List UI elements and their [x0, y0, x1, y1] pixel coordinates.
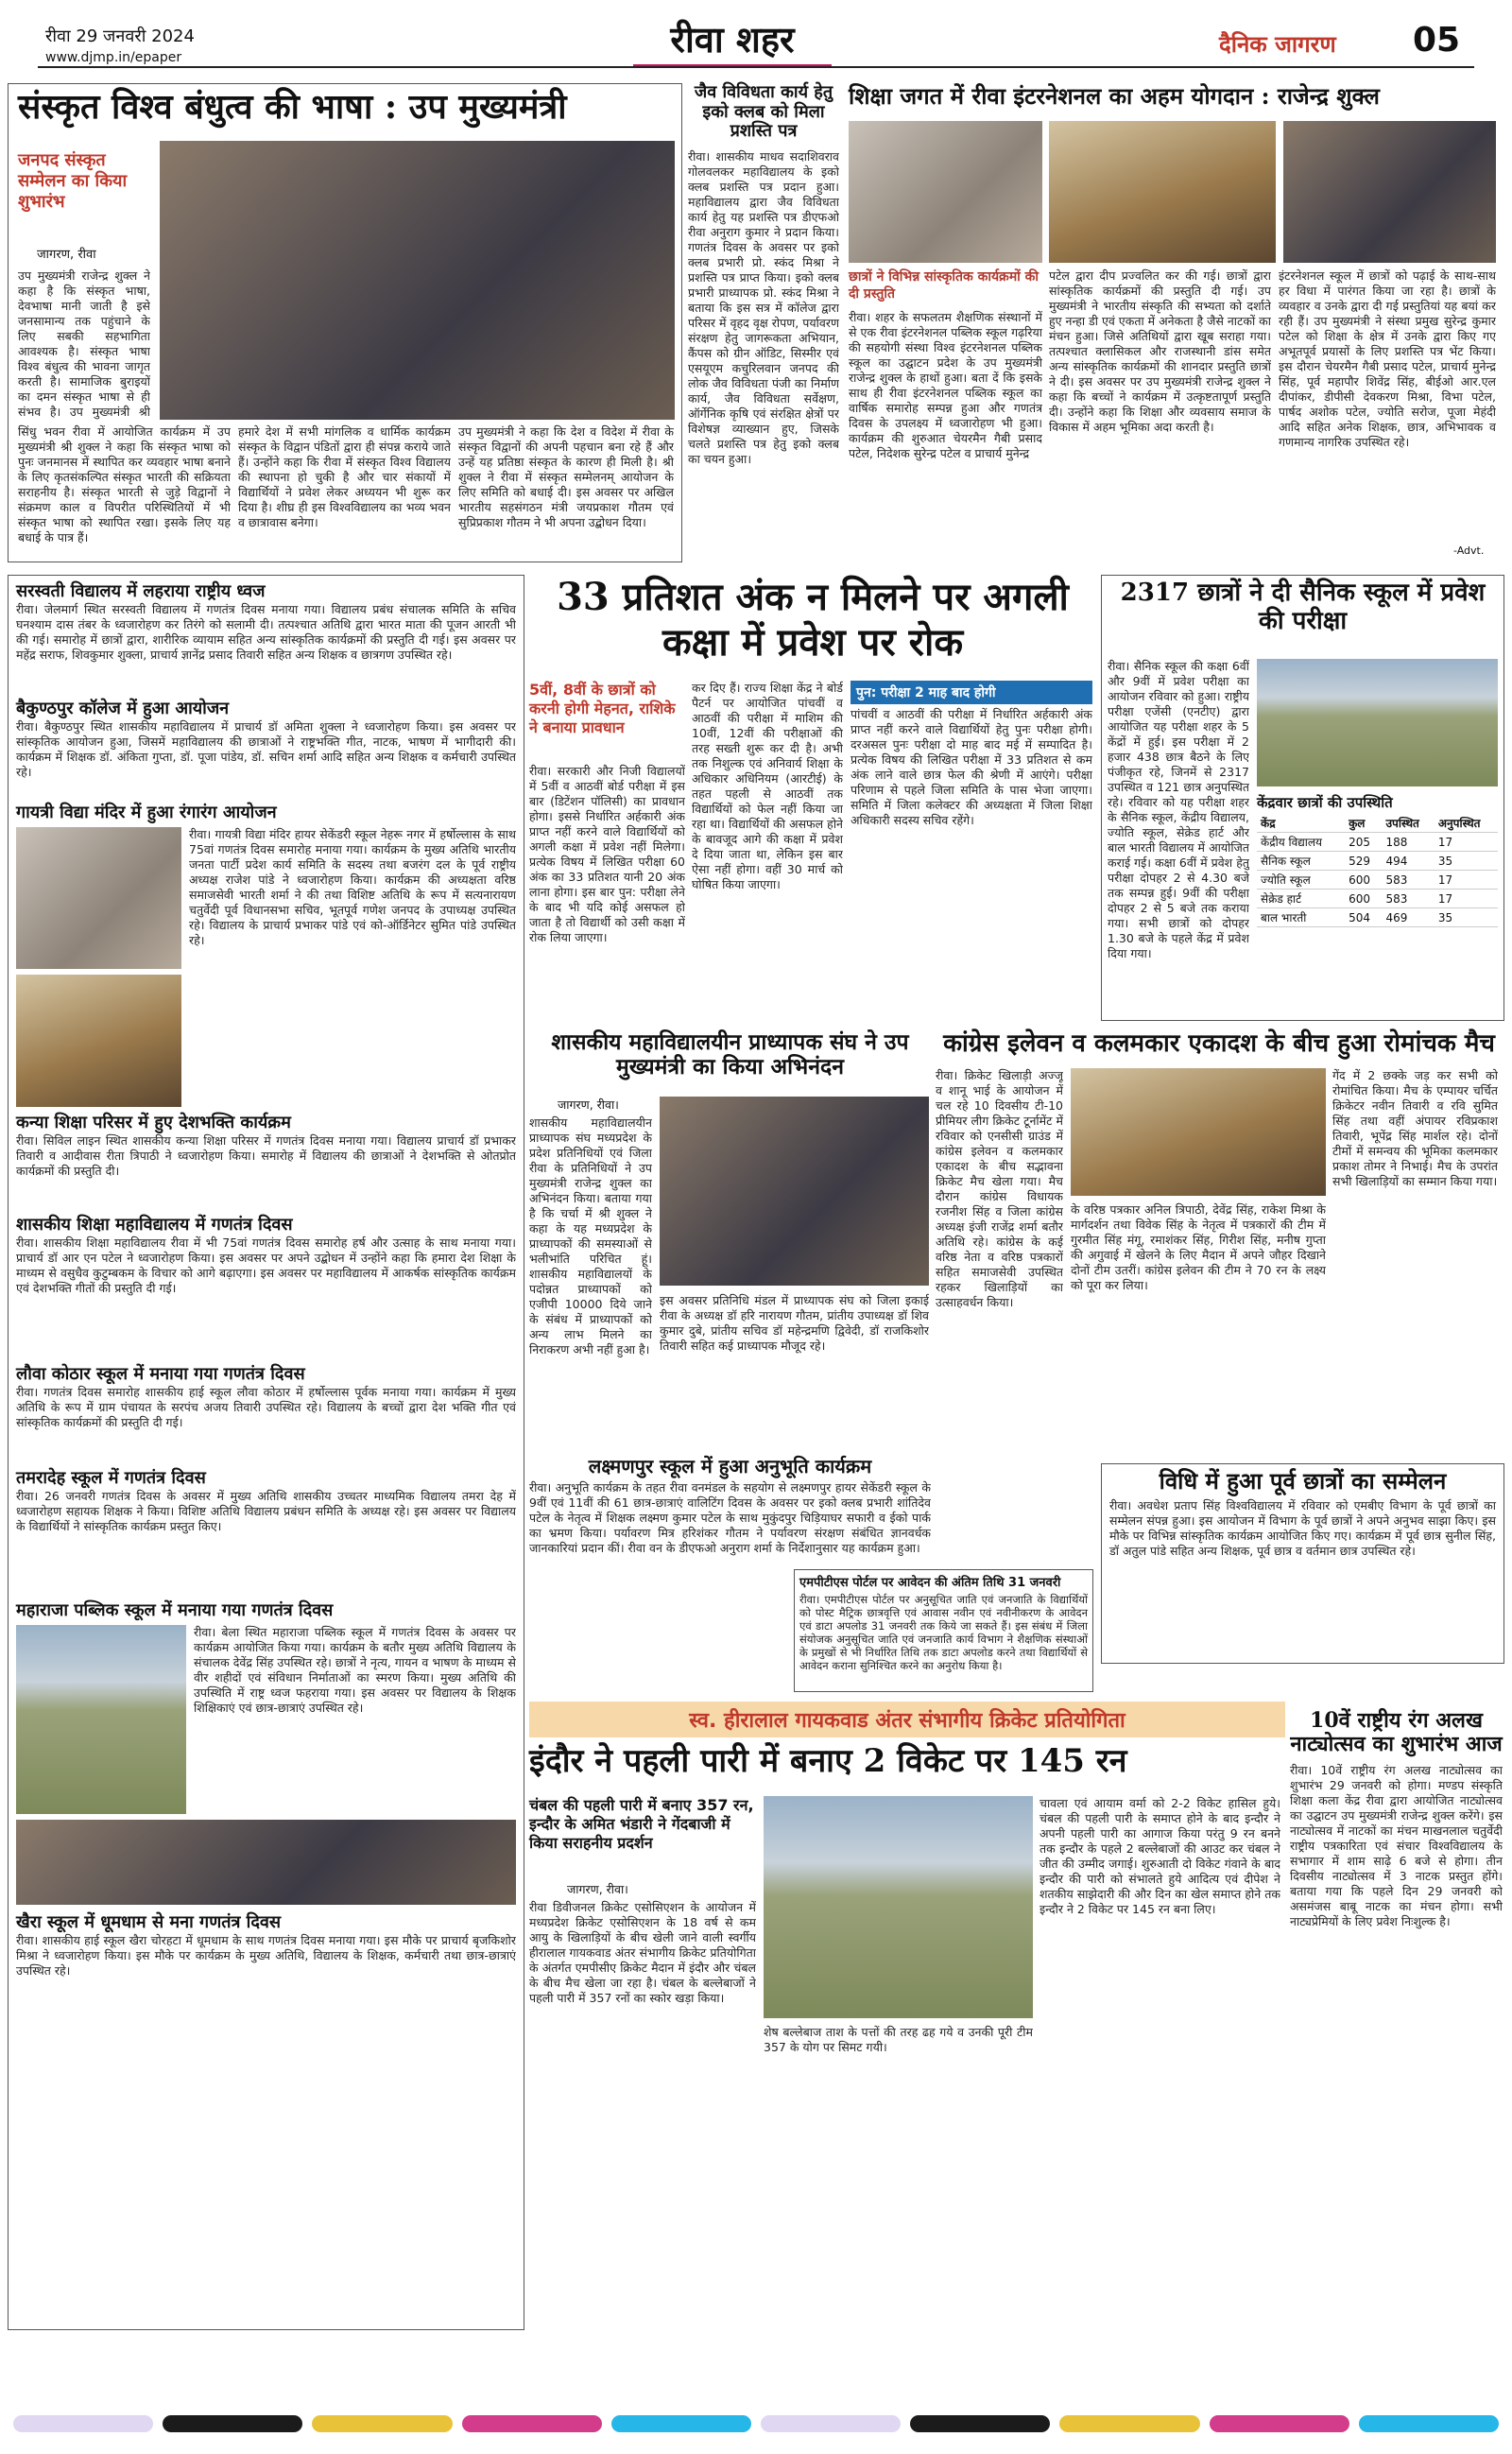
photo-caption: शेष बल्लेबाज ताश के पत्तों की तरह ढह गये व उनकी पूरी टीम 357 के योग पर सिमट गयी। [764, 2025, 1033, 2054]
headline: 33 प्रतिशत अंक न मिलने पर अगली कक्षा में प्रवेश पर रोक [557, 575, 1069, 665]
table [1257, 814, 1498, 927]
story-body: रीवा। शासकीय शिक्षा महाविद्यालय रीवा में भी 75वां गणतंत्र दिवस समारोह हर्ष और उत्साह के साथ मनाया गया। प्राचार्य डॉ आर एन पटेल ने ध्वजारोहण किया। इस अवसर पर अपने उद्बोधन में उन्होंने कहा कि हमारा देश शिक्षा के माध्यम से वसुधैव कुटुम्बकम के विचार को आगे बढ़ाएगा। इस अवसर पर महाविद्यालय में आकर्षक सांस्कृतिक कार्यक्रम एवं देशभक्ति गीतों की प्रस्तुति दी गई। [16, 1236, 516, 1295]
story-body: रीवा। बेला स्थित महाराजा पब्लिक स्कूल में गणतंत्र दिवस के अवसर पर कार्यक्रम आयोजित किया गया। कार्यक्रम के बतौर मुख्य अतिथि विद्यालय के संचालक देवेंद्र सिंह उपस्थित रहे। छात्रों ने नृत्य, गायन व भाषण के माध्यम से वीर शहीदों एवं संविधान निर्माताओं का स्मरण किया। मुख्य अतिथि की उपस्थिति में राष्ट्र ध्वज फहराया गया। इस अवसर पर विद्यालय के शिक्षक शिक्षिकाएं एवं छात्र-छात्राएं उपस्थित रहे। [194, 1625, 516, 1715]
byline: जागरण, रीवा [37, 248, 96, 262]
headline: सरस्वती विद्यालय में लहराया राष्ट्रीय ध्वज [16, 581, 266, 601]
attendance-table [1257, 793, 1498, 927]
table-cell: 583 [1382, 890, 1434, 908]
left-column [8, 575, 524, 2330]
table-cell: 17 [1435, 890, 1498, 908]
registration-strip [0, 2415, 1512, 2444]
color-swatch [163, 2415, 302, 2432]
story-body: पांचवीं व आठवीं की परीक्षा में निर्धारित अर्हकारी अंक प्राप्त नहीं करने वाले विद्यार्थियों हेतु पुनः परीक्षा होगी। दरअसल पुनः परीक्षा दो माह बाद मई में सम्पादित है। प्रत्येक विषय की लिखित परीक्षा में 33 प्रतिशत से कम अंक लाने वाले छात्र फेल की श्रेणी में आएंगे। परीक्षा परिणाम से पहले जिला समिति के पास भेजा जाएगा। समिति में जिला कलेक्टर की अध्यक्षता में जिला शिक्षा अधिकारी सदस्य सचिव रहेंगे। [850, 707, 1092, 827]
epaper-url[interactable]: www.djmp.in/epaper [45, 50, 182, 65]
story-body: रीवा। गणतंत्र दिवस समारोह शासकीय हाई स्कूल लौवा कोठार में हर्षोल्लास पूर्वक मनाया गया। कार्यक्रम में मुख्य अतिथि के रूप में ग्राम पंचायत के सरपंच अजय तिवारी उपस्थित रहे। विद्यालय के बच्चों द्वारा देश भक्ति गीत एवं सांस्कृतिक कार्यक्रमों की प्रस्तुति दी गई। [16, 1385, 516, 1429]
table-cell: 205 [1345, 833, 1382, 852]
rics-photo-1 [849, 121, 1042, 263]
table-header: उपस्थित [1382, 814, 1434, 833]
gayatri-photo-1 [16, 827, 181, 969]
tournament-banner: स्व. हीरालाल गायकवाड अंतर संभागीय क्रिकेट प्रतियोगिता [529, 1702, 1285, 1737]
conference-photo [160, 141, 675, 420]
table-cell: 35 [1435, 852, 1498, 871]
story-body: सिंधु भवन रीवा में आयोजित कार्यक्रम में उप मुख्यमंत्री श्री शुक्ल ने कहा कि संस्कृत भाषा को पुनः जनमानस में स्थापित कर व्यवहार भाषा बनाने के लिए कृतसंकल्पित संस्कृत भारती की सक्रियता सराहनीय है। संस्कृत भारती से जुड़े विद्वानों ने संक्रमण काल व विपरीत परिस्थितियों में भी संस्कृत भाषा को स्थापित रखा। इसके लिए यह बधाई के पात्र हैं। [18, 424, 231, 544]
story-body: उप मुख्यमंत्री राजेन्द्र शुक्ल ने कहा है कि संस्कृत भाषा, देवभाषा मानी जाती है इसे जनसामान्य तक पहुंचाने के लिए सबकी सहभागिता आवश्यक है। संस्कृत भाषा विश्व बंधुत्व की भावना जागृत करती है। सामाजिक बुराइयों का दमन संस्कृत भाषा से ही संभव है। उप मुख्यमंत्री श्री [18, 268, 150, 419]
table-header-row [1257, 814, 1498, 833]
color-swatch [611, 2415, 751, 2432]
story-body: रीवा। एमपीटीएस पोर्टल पर अनुसूचित जाति एवं जनजाति के विद्यार्थियों को पोस्ट मैट्रिक छात्रवृत्ति एवं आवास नवीन एवं नवीनीकरण के आवेदन एवं डाटा अपलोड 31 जनवरी तक किये जा सकते हैं। इस संबंध में जिला संयोजक अनुसूचित जाति एवं जनजाति कार्य विभाग ने शैक्षणिक संस्थाओं के प्रमुखों से भी निर्धारित तिथि तक डाटा अपलोड करने तथा विद्यार्थियों से आवेदन कराना सुनिश्चित करने का अनुरोध किया है। [799, 1593, 1088, 1672]
story-body: रीवा। क्रिकेट खिलाड़ी अज्जू व शानू भाई के आयोजन में चल रहे 10 दिवसीय टी-10 प्रीमियर लीग क्रिकेट टूर्नामेंट में रविवार को एनसीसी ग्राउंड में कांग्रेस इलेवन व कलमकार एकादश के बीच सद्भावना क्रिकेट मैच खेला गया। मैच दौरान कांग्रेस विधायक रजनीश सिंह व जिला कांग्रेस अध्यक्ष इंजी राजेंद्र शर्मा बतौर अतिथि रहे। कांग्रेस के कई वरिष्ठ नेता व वरिष्ठ पत्रकारों सहित समाजसेवी उपस्थित रहकर खिलाड़ियों का उत्साहवर्धन किया। [936, 1068, 1063, 1309]
headline: शासकीय महाविद्यालयीन प्राध्यापक संघ ने उप मुख्यमंत्री का किया अभिनंदन [551, 1029, 909, 1080]
table-cell: 188 [1382, 833, 1434, 852]
story-body: रीवा। सैनिक स्कूल की कक्षा 6वीं और 9वीं में प्रवेश परीक्षा का आयोजन रविवार को हुआ। राष्ट्रीय परीक्षा एजेंसी (एनटीए) द्वारा आयोजित यह परीक्षा शहर के 5 केंद्रों में हुई। इस परीक्षा में 2 हजार 438 छात्र बैठने के लिए पंजीकृत रहे, जिनमें से 2317 उपस्थित व 121 छात्र अनुपस्थित रहे। रविवार को यह परीक्षा शहर के सैनिक स्कूल, केंद्रीय विद्यालय, ज्योति स्कूल, सेक्रेड हार्ट और बाल भारती विद्यालय में आयोजित कराई गई। कक्षा 6वीं में प्रवेश हेतु परीक्षा दोपहर 2 से 4.30 बजे तक सम्पन्न हुई। 9वीं की परीक्षा दोपहर 2 से 5 बजे तक कराया गया। सभी छात्रों को दोपहर 1.30 बजे के पहले केंद्र में प्रवेश दिया गया। [1108, 659, 1249, 960]
story-body: रीवा। सरकारी और निजी विद्यालयों में 5वीं व आठवीं बोर्ड परीक्षा में इस बार (डिटेंशन पॉलिसी) का प्रावधान होगा। इससे निर्धारित अर्हकारी अंक प्राप्त नहीं करने वाले विद्यार्थियों को अगली कक्षा में प्रवेश नहीं मिलेगा। प्रत्येक विषय में लिखित परीक्षा 60 अंक का 33 प्रतिशत यानी 20 अंक लाना होगा। इस बार पुन: परीक्षा लेने के बाद भी यदि कोई असफल हो जाता है तो विद्यार्थी को उसी कक्षा में रोक लिया जाएगा। [529, 764, 685, 944]
story-body: गेंद में 2 छक्के जड़ कर सभी को रोमांचित किया। मैच के एम्पायर चर्चित क्रिकेटर नवीन तिवारी व रवि सुमित सिंह तथा वहीं अंपायर रविप्रकाश तिवारी, भूपेंद्र सिंह मार्शल रहे। दोनों टीमों में समन्वय की भूमिका कलमकार प्रकाश तोमर ने निभाई। मैच के उपरांत सभी खिलाड़ियों का सम्मान किया गया। [1332, 1068, 1498, 1188]
edition-date: रीवा 29 जनवरी 2024 [45, 26, 195, 46]
headline: इंदौर ने पहली पारी में बनाए 2 विकेट पर 145 रन [529, 1742, 1127, 1780]
photo-caption: छात्रों ने विभिन्न सांस्कृतिक कार्यक्रमों की दी प्रस्तुति [849, 269, 1040, 302]
table-header: केंद्र [1257, 814, 1345, 833]
story-body: रीवा डिवीजनल क्रिकेट एसोसिएशन के आयोजन में मध्यप्रदेश क्रिकेट एसोसिएशन के 18 वर्ष से कम आयु के खिलाड़ियों के बीच खेली जाने वाली स्वर्गीय हीरालाल गायकवाड अंतर संभागीय क्रिकेट प्रतियोगिता के अंतर्गत एमपीसीए क्रिकेट मैदान में इंदौर और चंबल के बीच मैच खेला जा रहा है। चंबल के बल्लेबाजों ने पहली पारी में 357 रनों का स्कोर खड़ा किया। [529, 1900, 756, 2005]
table-cell: बाल भारती [1257, 908, 1345, 927]
story-natya [1290, 1709, 1503, 2328]
gayatri-photo-2 [16, 975, 181, 1107]
table-row [1257, 908, 1498, 927]
felicitation-photo [660, 1097, 929, 1286]
maharaja-photo [16, 1625, 186, 1814]
story-body: के वरिष्ठ पत्रकार अनिल त्रिपाठी, देवेंद्र सिंह, राकेश मिश्रा के मार्गदर्शन तथा विवेक सिंह के नेतृत्व में पत्रकारों की टीम में गुरमीत सिंह मंगू, रमाशंकर सिंह, गिरीश सिंह, मनीष गुप्ता की अगुवाई में खेलने के लिए मैदान में अपने जौहर दिखाने दोनों टीम उतरीं। कांग्रेस इलेवन की टीम ने 70 रन के लक्ष्य को पूरा कर लिया। [1071, 1202, 1326, 1292]
story-body: रीवा। बैकुण्ठपुर स्थित शासकीय महाविद्यालय में प्राचार्य डॉ अमिता शुक्ला ने ध्वजारोहण किया। इस अवसर पर सांस्कृतिक आयोजन हुआ, जिसमें महाविद्यालय की छात्राओं ने राष्ट्रभक्ति गीत, नाटक, भाषण में भागीदारी की। कार्यक्रम में शिक्षक डॉ. अंकिता गुप्ता, डॉ. पूजा पांडेय, डॉ. सचिन शर्मा आदि सहित अन्य शिक्षक व कर्मचारी उपस्थित रहे। [16, 719, 516, 779]
story-promotion [529, 575, 1096, 1019]
story-body: चावला एवं आयाम वर्मा को 2-2 विकेट हासिल हुये। चंबल की पहली पारी के समाप्त होने के बाद इन्दौर ने अपनी पहली पारी का आगाज किया परंतु 9 रन बनने तक इन्दौर के पहले 2 बल्लेबाजों की आउट कर चंबल ने जीत की उम्मीद जगाई। शुरुआती दो विकेट गंवाने के बाद इन्दौर की पारी को संभालते हुये आदित्य एवं दीपेश ने शतकीय साझेदारी की और दिन का खेल समाप्त होने तक इन्दौर ने 2 विकेट पर 145 रन बना लिए। [1040, 1796, 1280, 1916]
headline: संस्कृत विश्व बंधुत्व की भाषा : उप मुख्यमंत्री [18, 87, 567, 127]
headline: 2317 छात्रों ने दी सैनिक स्कूल में प्रवेश की परीक्षा [1120, 579, 1486, 635]
story-eco-club [688, 83, 839, 561]
advt-label: -Advt. [1453, 544, 1485, 557]
story-body: रीवा। अनुभूति कार्यक्रम के तहत रीवा वनमंडल के सहयोग से लक्ष्मणपुर हायर सेकेंडरी स्कूल के 9वीं एवं 11वीं की 61 छात्र-छात्राएं वालिटिंग दिवस के अवसर पर इको क्लब प्रभारी शांतिदेव पटेल के नेतृत्व में शिक्षक लक्ष्मण कुमार पटेल के साथ मुकुंदपुर चिड़ियाघर सफारी व ईको पार्क का भ्रमण किया। पर्यावरण मित्र हरिशंकर गौतम ने पर्यावरण संरक्षण संबंधित ज्ञानवर्धक जानकारियां प्रदान कीं। रीवा वन के डीएफओ अनुराग शर्मा के निर्देशानुसार यह कार्यक्रम हुआ। [529, 1480, 931, 1555]
table-cell: 17 [1435, 833, 1498, 852]
header-rule [38, 66, 1474, 68]
story-body: रीवा। 26 जनवरी गणतंत्र दिवस के अवसर में मुख्य अतिथि शासकीय उच्चतर माध्यमिक विद्यालय तमरा देह में ध्वजारोहण सहायक शिक्षक ने किया। विशिष्ट अतिथि विद्यालय प्रबंधन समिति के अध्यक्ष रहे। इस अवसर पर विद्यालय के विद्यार्थियों ने सांस्कृतिक कार्यक्रम प्रस्तुत किए। [16, 1489, 516, 1533]
headline: एमपीटीएस पोर्टल पर आवेदन की अंतिम तिथि 31 जनवरी [799, 1576, 1061, 1590]
table-row [1257, 852, 1498, 871]
kicker: चंबल की पहली पारी में बनाए 357 रन, इन्दौर के अमित भंडारी ने गेंदबाजी में किया सराहनीय प्रदर्शन [529, 1796, 754, 1852]
table-cell: 469 [1382, 908, 1434, 927]
table-cell: 600 [1345, 890, 1382, 908]
headline: गायत्री विद्या मंदिर में हुआ रंगारंग आयोजन [16, 803, 277, 822]
cricket-photo [1071, 1068, 1326, 1196]
table-cell: 583 [1382, 871, 1434, 890]
headline: 10वें राष्ट्रीय रंग अलख नाट्योत्सव का शुभारंभ आज [1290, 1708, 1503, 1757]
table-header: अनुपस्थित [1435, 814, 1498, 833]
table-cell: 494 [1382, 852, 1434, 871]
story-body: रीवा। सिविल लाइन स्थित शासकीय कन्या शिक्षा परिसर में गणतंत्र दिवस मनाया गया। विद्यालय प्राचार्य डॉ प्रभाकर तिवारी व आदीवास रीता त्रिपाठी ने ध्वजारोहण किया। समारोह में विद्यालय की छात्राओं ने देशभक्ति से ओतप्रोत कार्यक्रमों की प्रस्तुति दी। [16, 1133, 516, 1178]
story-rics [849, 83, 1501, 561]
kicker: जनपद संस्कृत सम्मेलन का किया शुभारंभ [18, 150, 128, 212]
exam-center-photo [1257, 659, 1498, 786]
story-body: शासकीय महाविद्यालयीन प्राध्यापक संघ मध्यप्रदेश के प्रदेश प्रतिनिधियों एवं जिला रीवा के प्रतिनिधियों ने उप मुख्यमंत्री राजेन्द्र शुक्ल का अभिनंदन किया। बताया गया है कि चर्चा में श्री शुक्ल ने कहा के यह मध्यप्रदेश के प्राध्यापकों की समस्याओं से भलीभांति परिचित हूं। शासकीय महाविद्यालयों के पदोन्नत प्राध्यापकों को एजीपी 10000 दिये जाने के संबंध में प्राध्यापकों को अन्य लाभ मिलने का निराकरण अभी नहीं हुआ है। [529, 1115, 652, 1357]
story-body: कर दिए हैं। राज्य शिक्षा केंद्र ने बोर्ड पैटर्न पर आयोजित पांचवीं व आठवीं की परीक्षा में माशिम की 10वीं, 12वीं की परीक्षाओं की तरह सख्ती शुरू कर दी है। अभी तक निशुल्क एवं अनिवार्य शिक्षा के अधिकार अधिनियम (आरटीई) के तहत पहली से आठवीं तक विद्यार्थियों को फेल नहीं किया जा रहा था। विद्यार्थियों की असफल होने के बावजूद आगे की कक्षा में प्रवेश दे दिया जाता था, लेकिन इस बार ऐसा नहीं होगा। वहीं 30 मार्च को घोषित किया जाएगा। [692, 681, 843, 891]
headline: कन्या शिक्षा परिसर में हुए देशभक्ति कार्यक्रम [16, 1113, 291, 1132]
table-cell: 600 [1345, 871, 1382, 890]
story-body: इस अवसर प्रतिनिधि मंडल में प्राध्यापक संघ को जिला इकाई रीवा के अध्यक्ष डॉ हरि नारायण गौतम, प्रांतीय उपाध्यक्ष डॉ शिव कुमार दुबे, प्रांतीय सचिव डॉ महेन्द्रमणि द्विवेदी, डॉ राजकिशोर तिवारी सहित कई प्राध्यापक मौजूद रहे। [660, 1293, 929, 1353]
table-header: कुल [1345, 814, 1382, 833]
retest-tag: पुन: परीक्षा 2 माह बाद होगी [850, 681, 1092, 704]
story-body: रीवा। शहर के सफलतम शैक्षणिक संस्थानों में से एक रीवा इंटरनेशनल पब्लिक स्कूल गढ़रिया की सहयोगी संस्था विश्व इंटरनेशनल पब्लिक स्कूल का उद्घाटन प्रदेश के उप मुख्यमंत्री राजेन्द्र शुक्ल के हाथों हुआ। बता दें कि इसके साथ ही रीवा इंटरनेशनल पब्लिक स्कूल का वार्षिक समारोह सम्पन्न हुआ और गणतंत्र दिवस के उपलक्ष्य में ध्वजारोहण भी हुआ। कार्यक्रम की शुरुआत चेयरमैन गैबी प्रसाद पटेल, निदेशक सुरेन्द्र पटेल व प्राचार्य मुनेन्द्र [849, 310, 1042, 460]
rics-photo-3 [1283, 121, 1496, 263]
headline: शासकीय शिक्षा महाविद्यालय में गणतंत्र दिवस [16, 1215, 293, 1235]
table-row [1257, 890, 1498, 908]
byline: जागरण, रीवा। [567, 1882, 628, 1896]
headline: लक्ष्मणपुर स्कूल में हुआ अनुभूति कार्यक्रम [588, 1455, 872, 1478]
story-pradhyapak [529, 1030, 931, 1446]
headline: महाराजा पब्लिक स्कूल में मनाया गया गणतंत्र दिवस [16, 1600, 334, 1620]
byline: जागरण, रीवा। [558, 1097, 619, 1112]
section-masthead: रीवा शहर [633, 15, 832, 68]
story-body: रीवा। गायत्री विद्या मंदिर हायर सेकेंडरी स्कूल नेहरू नगर में हर्षोल्लास के साथ 75वां गणतंत्र दिवस समारोह मनाया गया। कार्यक्रम के मुख्य अतिथि भारतीय जनता पार्टी प्रदेश कार्य समिति के सदस्य तथा बजरंग दल के पूर्व राष्ट्रीय अध्यक्ष राजेश पांडे ने ध्वजारोहण किया। कार्यक्रम की अध्यक्षता वरिष्ठ समाजसेवी भारती शर्मा ने की तथा विशिष्ट अतिथि के रूप में सत्यनारायण चतुर्वेदी पूर्व विधानसभा सचिव, भूतपूर्व गणेश जनपद के उपाध्यक्ष उपस्थित रहे। विद्यालय के प्राचार्य प्रभाकर पांडे एवं को-ऑर्डिनेटर सुमित पांडे उपस्थित रहे। [189, 827, 516, 947]
story-body: रीवा। 10वें राष्ट्रीय रंग अलख नाट्योत्सव का शुभारंभ 29 जनवरी को होगा। मण्डप संस्कृति शिक्षा कला केंद्र रीवा द्वारा आयोजित नाट्योत्सव का उद्घाटन उप मुख्यमंत्री राजेन्द्र शुक्ल करेंगे। इस नाट्योत्सव में नाटकों का मंचन माखनलाल चतुर्वेदी राष्ट्रीय पत्रकारिता एवं संचार विश्वविद्यालय के सभागार में शाम साढ़े 6 बजे से होगा। तीन दिवसीय नाट्योत्सव में 3 नाटक प्रस्तुत होंगे। बताया गया कि पहले दिन 29 जनवरी को असमंजस बाबू नाटक का मंचन होगा। सभी नाट्यप्रेमियों के लिए प्रवेश निःशुल्क है। [1290, 1762, 1503, 1928]
story-body: हमारे देश में सभी मांगलिक व धार्मिक कार्यक्रम संस्कृत के विद्वान पंडितों द्वारा ही संपन्न कराये जाते हैं। उन्होंने कहा कि रीवा में संस्कृत विश्व विद्यालय की स्थापना हो चुकी है और चार संकायों में विद्यार्थियों ने प्रवेश लेकर अध्ययन भी शुरू कर दिया है। शीघ्र ही इस विश्वविद्यालय का भव्य भवन व छात्रावास बनेगा। [238, 424, 451, 529]
rics-photo-2 [1049, 121, 1276, 263]
headline: शिक्षा जगत में रीवा इंटरनेशनल का अहम योगदान : राजेन्द्र शुक्ल [849, 82, 1380, 110]
headline: कांग्रेस इलेवन व कलमकार एकादश के बीच हुआ रोमांचक मैच [943, 1029, 1495, 1058]
headline: लौवा कोठार स्कूल में मनाया गया गणतंत्र दिवस [16, 1364, 305, 1384]
color-swatch [1210, 2415, 1349, 2432]
headline: विधि में हुआ पूर्व छात्रों का सम्मेलन [1159, 1467, 1447, 1495]
headline: खैरा स्कूल में धूमधाम से मना गणतंत्र दिवस [16, 1912, 282, 1932]
story-scholarship [794, 1569, 1093, 1692]
table-row [1257, 833, 1498, 852]
table-row [1257, 871, 1498, 890]
story-body: रीवा। शासकीय हाई स्कूल खैरा चोरहटा में धूमधाम के साथ गणतंत्र दिवस मनाया गया। इस मौके पर प्राचार्य बृजकिशोर मिश्रा ने ध्वजारोहण किया। इस मौके पर कार्यक्रम के मुख्य अतिथि, विद्यालय के शिक्षक, कर्मचारी तथा छात्र-छात्राएं उपस्थित रहे। [16, 1933, 516, 1978]
color-swatch [761, 2415, 901, 2432]
story-body: उप मुख्यमंत्री ने कहा कि देश व विदेश में रीवा के संस्कृत विद्वानों की अपनी पहचान बना रहे हैं और उन्हें यह प्रतिष्ठा संस्कृत के कारण ही मिली है। श्री शुक्ल ने रीवा में संस्कृत सम्मेलनम् आयोजन के लिए समिति को बधाई दी। इस अवसर पर अखिल भारतीय सहसंगठन मंत्री जयप्रकाश गौतम एवं सुप्रिप्रकाश गौतम ने भी अपना उद्बोधन दिया। [458, 424, 674, 529]
maharaja-group-photo [16, 1820, 516, 1905]
table-cell: ज्योति स्कूल [1257, 871, 1345, 890]
story-sainik [1101, 575, 1504, 1021]
table-title: केंद्रवार छात्रों की उपस्थिति [1257, 794, 1393, 811]
header-left [45, 26, 195, 68]
color-swatch [1359, 2415, 1499, 2432]
story-body: इंटरनेशनल स्कूल में छात्रों को पढ़ाई के साथ-साथ हर विधा में पारंगत किया जा रहा है। छात्रों के व्यवहार व उनके द्वारा दी गई प्रस्तुतियां यह बयां कर रही हैं। उप मुख्यमंत्री ने संस्था प्रमुख सुरेन्द्र कुमार पटेल को शिक्षा के क्षेत्र में उनके द्वारा किए गए अभूतपूर्व प्रयासों के लिए प्रशस्ति पत्र भेंट किया। इस दौरान चेयरमैन गैबी प्रसाद पटेल, प्राचार्य मुनेन्द्र सिंह, पूर्व महापौर शिवेंद्र सिंह, बीईओ आर.एल दीपांकर, डीपीसी देवकरण मिश्रा, विभा पटेल, पार्षद अशोक पटेल, ज्योति सरोज, पूजा मेहंदी आदि सहित अनेक शिक्षक, छात्र, अभिभावक व गणमान्य नागरिक उपस्थित रहे। [1279, 268, 1496, 449]
color-swatch [1059, 2415, 1199, 2432]
kicker: 5वीं, 8वीं के छात्रों को करनी होगी मेहनत, राशिके ने बनाया प्रावधान [529, 681, 676, 736]
story-body: रीवा। शासकीय माधव सदाशिवराव गोलवलकर महाविद्यालय के इको क्लब प्रशस्ति पत्र प्रदान हुआ। महाविद्यालय द्वारा जैव विविधता कार्य हेतु यह प्रशस्ति पत्र डीएफओ रीवा अनुराग कुमार ने प्रदान किया। गणतंत्र दिवस के अवसर पर इको क्लब प्रभारी प्रो. स्कंद मिश्रा ने प्रशस्ति पत्र प्राप्त किया। इको क्लब प्रभारी प्राध्यापक प्रो. स्कंद मिश्रा ने बताया कि इस सत्र में कॉलेज द्वारा परिसर में वृहद वृक्ष रोपण, पर्यावरण संरक्षण हेतु जागरूकता अभियान, कैंपस को ग्रीन ऑडिट, सिस्मीर एवं एसयूएम कचुरिलवान जनपद की लोक जैव विविधता पंजी का निर्माण कार्य, जैव विविधता सर्वेक्षण, ऑर्गेनिक कृषि एवं संरक्षित क्षेत्रों पर विशेषज्ञ व्याख्यान हुए, जिसके चलते प्रशस्ति पत्र हेतु इको क्लब का चयन हुआ। [688, 149, 839, 467]
newspaper-name: दैनिक जागरण [1219, 30, 1336, 58]
table-cell: 529 [1345, 852, 1382, 871]
table-cell: सैनिक स्कूल [1257, 852, 1345, 871]
color-swatch [13, 2415, 153, 2432]
story-tournament [529, 1702, 1285, 2325]
color-swatch [312, 2415, 452, 2432]
headline: जैव विविधता कार्य हेतु इको क्लब को मिला प्रशस्ति पत्र [694, 82, 833, 142]
table-cell: केंद्रीय विद्यालय [1257, 833, 1345, 852]
story-vidhi [1101, 1463, 1504, 1664]
table-cell: 504 [1345, 908, 1382, 927]
story-body: रीवा। अवधेश प्रताप सिंह विश्वविद्यालय में रविवार को एमबीए विभाग के पूर्व छात्रों का सम्मेलन संपन्न हुआ। इस आयोजन में विभाग के पूर्व छात्रों ने अपने अनुभव साझा किए। इस मौके पर विभिन्न सांस्कृतिक कार्यक्रम आयोजित किए गए। कार्यक्रम में पूर्व छात्र सुनील सिंह, डॉ अतुल पांडे सहित अन्य शिक्षक, पूर्व छात्र व वर्तमान छात्र उपस्थित रहे। [1109, 1497, 1496, 1558]
headline: तमरादेह स्कूल में गणतंत्र दिवस [16, 1468, 206, 1488]
headline: बैकुण्ठपुर कॉलेज में हुआ आयोजन [16, 699, 230, 718]
table-cell: सेक्रेड हार्ट [1257, 890, 1345, 908]
story-body: पटेल द्वारा दीप प्रज्वलित कर की गई। छात्रों द्वारा सांस्कृतिक कार्यक्रमों की प्रस्तुति दी गई। उप मुख्यमंत्री ने भारतीय संस्कृति की सभ्यता को दर्शाते हुए नन्हा डी एवं एकता में अनेकता है जैसे नाटकों का मंचन हुआ। जिसे अतिथियों द्वारा खूब सराहा गया। तत्पश्चात क्लासिकल और राजस्थानी डांस समेत अन्य सांस्कृतिक कार्यक्रमों की शानदार प्रस्तुति छात्रों ने दी। इस अवसर पर उप मुख्यमंत्री राजेन्द्र शुक्ल ने कहा कि बच्चों ने कार्यक्रम में उत्कृष्टतापूर्ण प्रस्तुति दी। उन्होंने कहा कि शिक्षा और व्यवसाय समाज के विकास में अहम भूमिका अदा करती है। [1049, 268, 1271, 434]
table-cell: 17 [1435, 871, 1498, 890]
story-body: रीवा। जेलमार्ग स्थित सरस्वती विद्यालय में गणतंत्र दिवस मनाया गया। विद्यालय प्रबंध संचालक समिति के सचिव घनश्याम दास तंबर के ध्वजारोहण कर तिरंगे को सलामी दी। तत्पश्चात अतिथि द्वारा भारत माता की पूजन आरती भी की गई। समारोह में छात्रों द्वारा, शारीरिक व्यायाम सहित अन्य सांस्कृतिक कार्यक्रमों की प्रस्तुति दी गई। इस अवसर पर महेंद्र सराफ, शिवकुमार शुक्ला, प्राचार्य ज्ञानेंद्र प्रसाद तिवारी सहित अन्य शिक्षक व छात्रगण उपस्थित रहे। [16, 602, 516, 662]
page-number: 05 [1413, 21, 1461, 60]
table-cell: 35 [1435, 908, 1498, 927]
color-swatch [462, 2415, 602, 2432]
story-sanskrit [8, 83, 682, 562]
color-swatch [910, 2415, 1050, 2432]
match-photo [764, 1796, 1033, 2018]
